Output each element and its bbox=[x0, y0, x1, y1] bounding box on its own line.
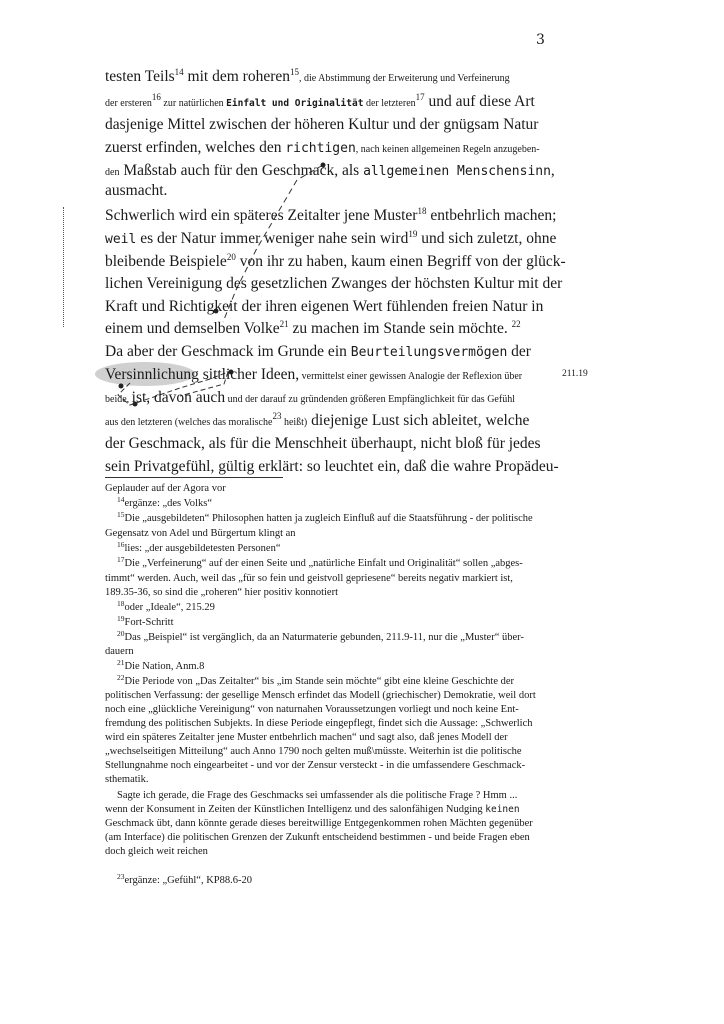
footnote-22-para2: doch gleich weit reichen bbox=[105, 846, 208, 857]
body-line: dasjenige Mittel zwischen der höheren Kultur und der gnügsam Natur bbox=[105, 116, 539, 133]
footnote-14: $^{14}$ergänze: „des Volks“ bbox=[117, 495, 212, 509]
body-line: weil es der Natur immer weniger nahe sein wird$^{19}$ und sich zuletzt, ohne bbox=[105, 229, 557, 247]
footnote-23: $^{23}$ergänze: „Gefühl“, KP88.6-20 bbox=[117, 872, 253, 886]
footnote-ref[interactable]: 20 bbox=[226, 252, 236, 262]
footnote-ref[interactable]: 23 bbox=[272, 411, 282, 421]
body-line: beide, ist, davon auch und der darauf zu gründenden größeren Empfänglichkeit für das Gefühl bbox=[105, 389, 515, 406]
footnote-ref[interactable]: 22 bbox=[511, 319, 521, 329]
body-line: Schwerlich wird ein späteres Zeitalter jene Muster$^{18}$ entbehrlich machen; bbox=[105, 206, 557, 224]
body-line: Kraft und Richtigkeit der ihren eigenen Wert fühlenden freien Natur in bbox=[105, 298, 544, 315]
footnote-22-cont: fremdung des politischen Subjekts. In diese Periode eingepflegt, findet sich die Aussage: „Schwerlich bbox=[105, 718, 533, 729]
footnote-ref[interactable]: 21 bbox=[279, 319, 289, 329]
footnote-ref[interactable]: 15 bbox=[290, 67, 299, 77]
footnote-ref[interactable]: 19 bbox=[408, 229, 418, 239]
footnote-ref[interactable]: 16 bbox=[151, 92, 161, 102]
page-number: 3 bbox=[536, 32, 545, 48]
footnote-22-para2: wenn der Konsument in Zeiten der Künstlichen Intelligenz und des salonfähigen Nudging keinen bbox=[105, 804, 520, 815]
footnote-20: $^{20}$Das „Beispiel“ ist vergänglich, da an Naturmaterie gebunden, 211.9-11, nur die „Muster“ über- bbox=[117, 629, 524, 643]
footnote-15: $^{15}$Die „ausgebildeten“ Philosophen hatten ja zugleich Einfluß auf die Staatsführung - der politische bbox=[117, 510, 533, 524]
footnote-22-para2: (am Interface) die politischen Grenzen der Zukunft entscheidend bestimmen - und beide Fragen eben bbox=[105, 832, 530, 843]
footnote-header: Geplauder auf der Agora vor bbox=[105, 483, 226, 494]
footnote-22-cont: politischen Verfassung: der gesellige Mensch erfindet das Modell (griechischer) Demokratie, weil dort bbox=[105, 690, 536, 701]
body-line: bleibende Beispiele$^{20}$ von ihr zu haben, kaum einen Begriff von der glück- bbox=[105, 252, 566, 270]
highlighted-word: Versinnlichung bbox=[105, 366, 199, 383]
footnote-ref[interactable]: 14 bbox=[174, 67, 184, 77]
footnote-21: $^{21}$Die Nation, Anm.8 bbox=[117, 658, 205, 672]
body-line: Versinnlichung sittlicher Ideen, vermittelst einer gewissen Analogie der Reflexion über bbox=[105, 366, 523, 383]
margin-note: 211.19 bbox=[562, 369, 588, 379]
footnote-22-cont: „wechselseitigen Mitteilung“ auch Anno 1790 noch gelten muß\müsste. Weiterhin ist die politische bbox=[105, 746, 522, 757]
body-line: der Geschmack, als für die Menschheit überhaupt, nicht bloß für jedes bbox=[105, 435, 541, 452]
body-line: lichen Vereinigung des gesetzlichen Zwanges der höchsten Kultur mit der bbox=[105, 275, 563, 292]
footnote-22-cont: sthematik. bbox=[105, 774, 149, 785]
footnote-17-cont: 189.35-36, so sind die „roheren“ hier positiv konnotiert bbox=[105, 587, 338, 598]
footnote-ref[interactable]: 18 bbox=[417, 206, 427, 216]
footnote-20-cont: dauern bbox=[105, 646, 134, 657]
footnote-separator bbox=[105, 477, 283, 478]
footnote-18: $^{18}$oder „Ideale“, 215.29 bbox=[117, 599, 215, 613]
footnote-22-para2: Geschmack übt, dann könnte gerade dieses bereitwillige Entgegenkommen rohen Mächten gegenüber bbox=[105, 818, 533, 829]
footnote-17-cont: timmt“ werden. Auch, weil das „für so fein und geistvoll gepriesene“ bereits negativ markiert ist, bbox=[105, 573, 513, 584]
body-line: einem und demselben Volke$^{21}$ zu machen im Stande sein möchte. $^{22}$ bbox=[105, 319, 521, 337]
body-line: der ersteren$^{16}$ zur natürlichen Einfalt und Originalität der letzteren$^{17}$ und auf diese Art bbox=[105, 92, 535, 110]
footnote-15-cont: Gegensatz von Adel und Bürgertum klingt an bbox=[105, 528, 296, 539]
body-line: Da aber der Geschmack im Grunde ein Beurteilungsvermögen der bbox=[105, 343, 531, 360]
footnote-17: $^{17}$Die „Verfeinerung“ auf der einen Seite und „natürliche Einfalt und Originalität“ sollen „abges- bbox=[117, 555, 523, 569]
footnote-16: $^{16}$lies: „der ausgebildetesten Personen“ bbox=[117, 540, 281, 554]
footnote-22-cont: noch eine „glückliche Vereinigung“ von naturnahen Voraussetzungen vorliegt und noch keine Ent- bbox=[105, 704, 519, 715]
body-line: den Maßstab auch für den Geschmack, als allgemeinen Menschensinn, bbox=[105, 162, 555, 179]
body-line: zuerst erfinden, welches den richtigen, nach keinen allgemeinen Regeln anzugeben- bbox=[105, 139, 540, 156]
body-line: sein Privatgefühl, gültig erklärt: so leuchtet ein, daß die wahre Propädeu- bbox=[105, 458, 559, 475]
footnote-19: $^{19}$Fort-Schritt bbox=[117, 614, 174, 628]
body-line: testen Teils$^{14}$ mit dem roheren$^{15}$, die Abstimmung der Erweiterung und Verfeinerung bbox=[105, 67, 510, 85]
footnote-ref[interactable]: 17 bbox=[415, 92, 425, 102]
body-line: ausmacht. bbox=[105, 182, 168, 199]
body-line: aus den letzteren (welches das moralische$^{23}$ heißt) diejenige Lust sich ableitet, welche bbox=[105, 411, 530, 429]
footnote-22: $^{22}$Die Periode von „Das Zeitalter“ bis „im Stande sein möchte“ gibt eine kleine Geschichte der bbox=[117, 673, 515, 687]
footnote-22-para2: Sagte ich gerade, die Frage des Geschmacks sei umfassender als die politische Frage ? Hmm ... bbox=[117, 790, 518, 801]
footnote-22-cont: Stellungnahme noch eingearbeitet - und vor der Zensur versteckt - in die umfassendere Geschmack- bbox=[105, 760, 526, 771]
footnote-22-cont: wird ein späteres Zeitalter jene Muster entbehrlich machen“ und sagt also, daß jenes Modell der bbox=[105, 732, 508, 743]
